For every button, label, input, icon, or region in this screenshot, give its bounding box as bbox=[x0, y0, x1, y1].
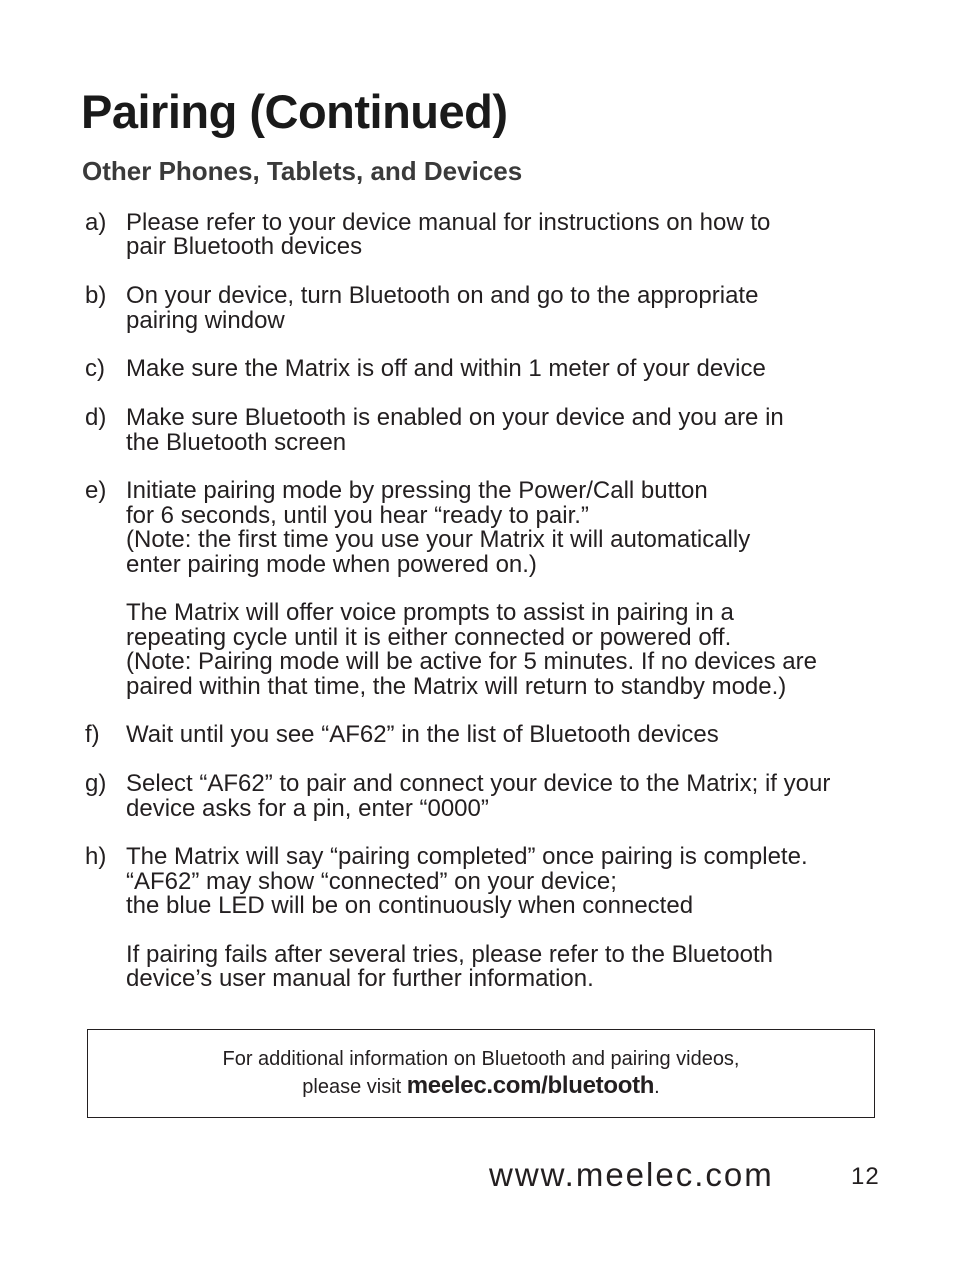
step-text-line: On your device, turn Bluetooth on and go to the appropriate bbox=[126, 282, 759, 310]
info-visit-line bbox=[88, 1072, 874, 1101]
step-item bbox=[85, 723, 905, 747]
step-text-line: Make sure the Matrix is off and within 1 meter of your device bbox=[126, 355, 766, 383]
step-text-line: “AF62” may show “connected” on your device; bbox=[126, 867, 617, 895]
step-text bbox=[126, 211, 905, 260]
step-item bbox=[85, 845, 905, 991]
step-text bbox=[126, 772, 905, 821]
step-marker: d) bbox=[85, 404, 107, 432]
paragraph-gap bbox=[126, 919, 905, 943]
section-heading: Other Phones, Tablets, and Devices bbox=[82, 156, 523, 186]
step-text-line: enter pairing mode when powered on.) bbox=[126, 550, 537, 578]
info-visit-prefix: please visit bbox=[302, 1076, 402, 1098]
step-item bbox=[85, 479, 905, 699]
step-item bbox=[85, 406, 905, 455]
step-marker: f) bbox=[85, 721, 100, 749]
step-marker: g) bbox=[85, 770, 107, 798]
paragraph-gap bbox=[126, 577, 905, 601]
step-text bbox=[126, 723, 905, 747]
pairing-steps-list bbox=[85, 211, 905, 1016]
step-text-line: repeating cycle until it is either connected or powered off. bbox=[126, 623, 732, 651]
step-marker: b) bbox=[85, 282, 107, 310]
step-text-line: pairing window bbox=[126, 306, 285, 334]
step-text-line: (Note: the first time you use your Matrix it will automatically bbox=[126, 526, 751, 554]
step-text-line: device asks for a pin, enter “0000” bbox=[126, 794, 489, 822]
step-text bbox=[126, 284, 905, 333]
step-text-line: Make sure Bluetooth is enabled on your device and you are in bbox=[126, 404, 784, 432]
info-box bbox=[87, 1029, 875, 1118]
bluetooth-link[interactable]: meelec.com/bluetooth bbox=[406, 1072, 655, 1099]
step-text bbox=[126, 845, 905, 991]
info-text: For additional information on Bluetooth and pairing videos, bbox=[222, 1048, 740, 1070]
step-text-line: paired within that time, the Matrix will return to standby mode.) bbox=[126, 672, 787, 700]
step-text-line: Please refer to your device manual for instructions on how to bbox=[126, 209, 771, 236]
step-item bbox=[85, 357, 905, 381]
step-text-line: for 6 seconds, until you hear “ready to pair.” bbox=[126, 501, 589, 529]
step-item bbox=[85, 284, 905, 333]
step-text-line: The Matrix will offer voice prompts to assist in pairing in a bbox=[126, 599, 734, 627]
page-title: Pairing (Continued) bbox=[81, 85, 508, 138]
step-text-line: the Bluetooth screen bbox=[126, 428, 347, 456]
step-text-line: Wait until you see “AF62” in the list of Bluetooth devices bbox=[126, 721, 719, 749]
step-text bbox=[126, 357, 905, 381]
footer-website: www.meelec.com bbox=[489, 1156, 774, 1193]
step-text-line: pair Bluetooth devices bbox=[126, 233, 363, 261]
step-text-line: Initiate pairing mode by pressing the Power/Call button bbox=[126, 477, 708, 505]
step-text bbox=[126, 479, 905, 699]
step-marker: e) bbox=[85, 477, 107, 505]
step-marker: c) bbox=[85, 355, 105, 383]
step-item bbox=[85, 211, 905, 260]
step-text-line: device’s user manual for further information. bbox=[126, 965, 594, 993]
step-text-line: the blue LED will be on continuously when connected bbox=[126, 892, 694, 920]
step-text-line: If pairing fails after several tries, please refer to the Bluetooth bbox=[126, 941, 774, 969]
page-number: 12 bbox=[851, 1163, 880, 1190]
step-item bbox=[85, 772, 905, 821]
step-text-line: The Matrix will say “pairing completed” once pairing is complete. bbox=[126, 843, 808, 871]
step-marker: a) bbox=[85, 209, 107, 236]
step-text-line: (Note: Pairing mode will be active for 5 minutes. If no devices are bbox=[126, 648, 817, 676]
step-text-line: Select “AF62” to pair and connect your device to the Matrix; if your bbox=[126, 770, 831, 798]
info-visit-suffix: . bbox=[654, 1076, 660, 1098]
step-text bbox=[126, 406, 905, 455]
step-marker: h) bbox=[85, 843, 107, 871]
